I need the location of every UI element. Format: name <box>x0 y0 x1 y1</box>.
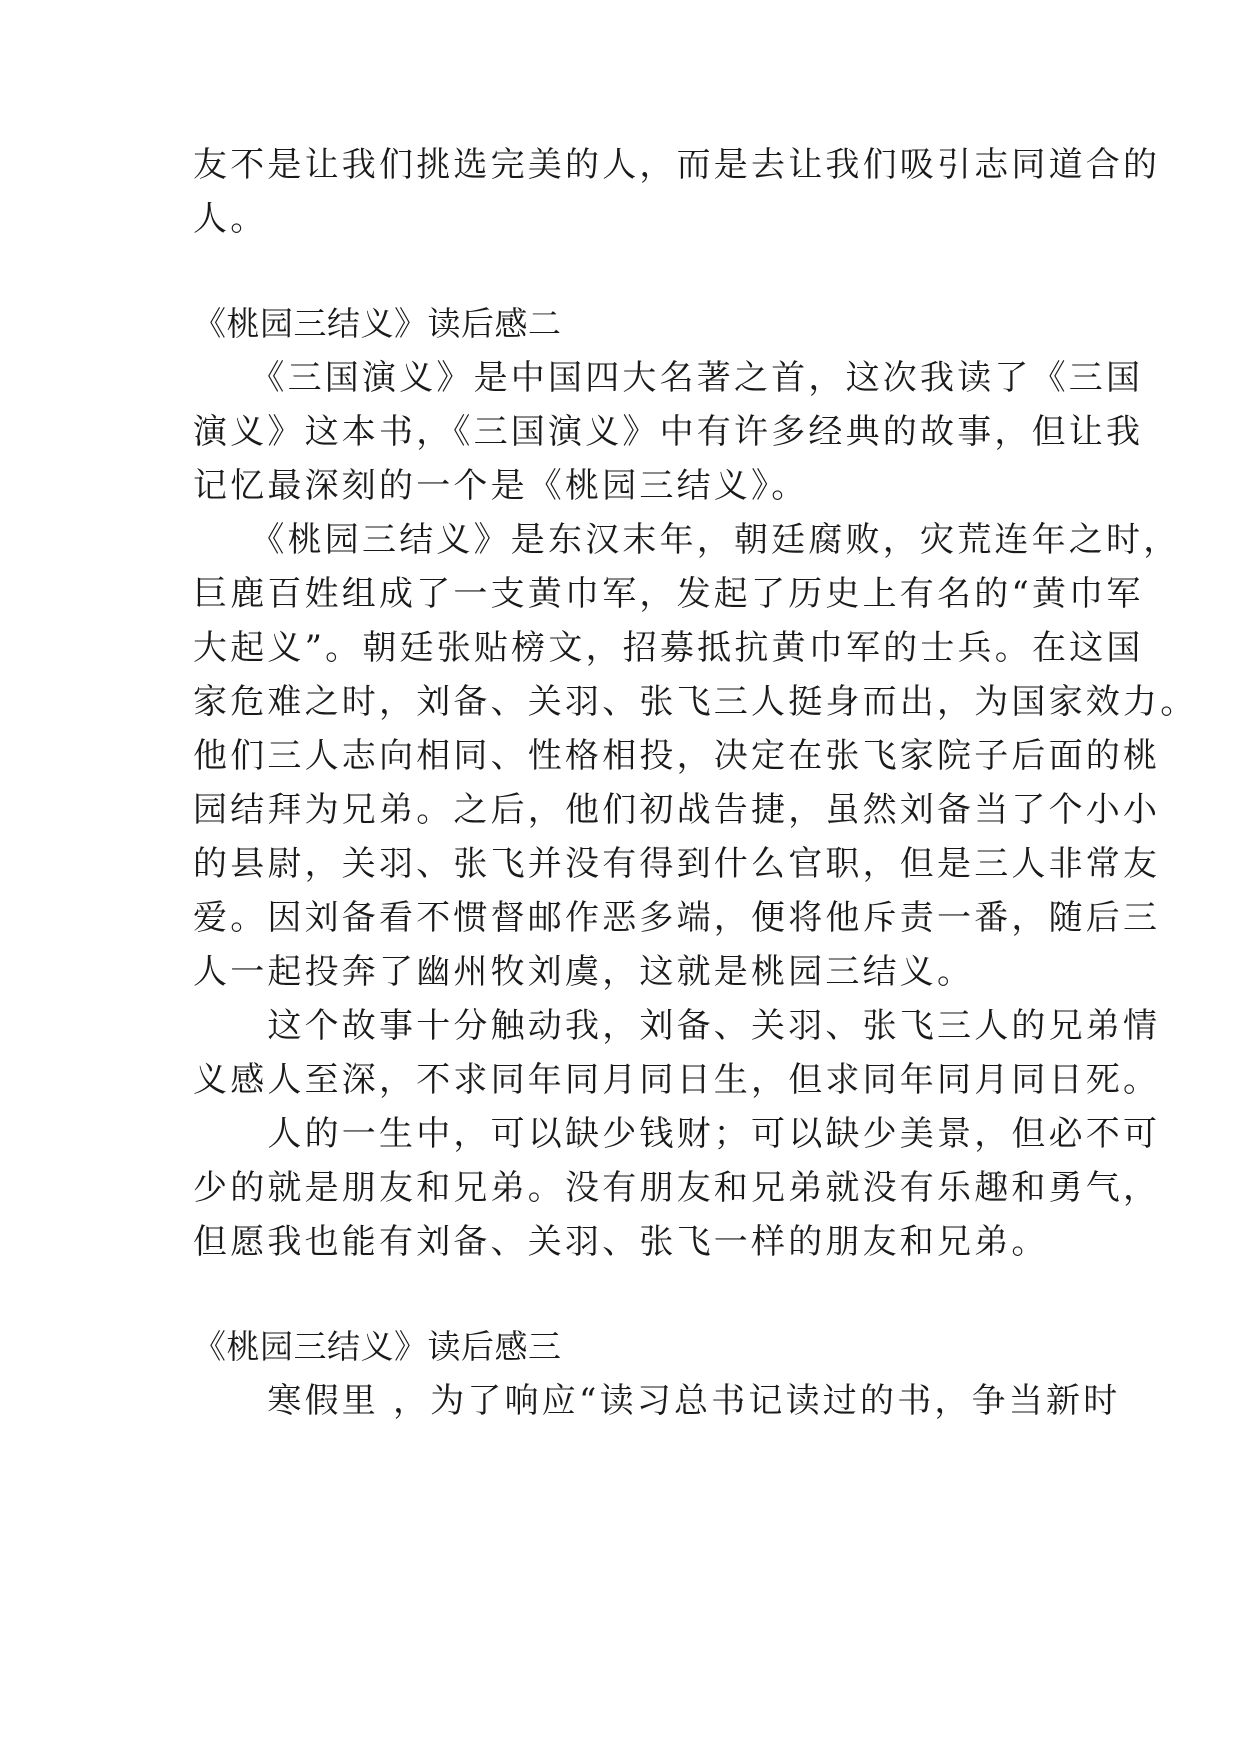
section2-line-6: 大起义”。朝廷张贴榜文，招募抵抗黄巾军的士兵。在这国 <box>193 628 1144 668</box>
section2-line-7: 家危难之时，刘备、关羽、张飞三人挺身而出，为国家效力。 <box>193 682 1198 722</box>
section2-line-14: 义感人至深，不求同年同月同日生，但求同年同月同日死。 <box>193 1060 1161 1100</box>
section3-line-1: 寒假里 ，为了响应“读习总书记读过的书，争当新时 <box>193 1381 1121 1421</box>
section2-line-4: 《桃园三结义》是东汉末年，朝廷腐败，灾荒连年之时， <box>193 520 1181 560</box>
section2-line-10: 的县尉，关羽、张飞并没有得到什么官职，但是三人非常友 <box>193 844 1161 884</box>
section2-line-5: 巨鹿百姓组成了一支黄巾军，发起了历史上有名的“黄巾军 <box>193 574 1144 614</box>
intro-line-2: 人。 <box>193 199 268 239</box>
section2-line-11: 爱。因刘备看不惯督邮作恶多端，便将他斥责一番，随后三 <box>193 898 1161 938</box>
section2-line-9: 园结拜为兄弟。之后，他们初战告捷，虽然刘备当了个小小 <box>193 790 1161 830</box>
intro-line-1: 友不是让我们挑选完美的人，而是去让我们吸引志同道合的 <box>193 145 1161 185</box>
section2-line-3: 记忆最深刻的一个是《桃园三结义》。 <box>193 466 809 506</box>
section2-line-13: 这个故事十分触动我，刘备、关羽、张飞三人的兄弟情 <box>193 1006 1161 1046</box>
section3-title: 《桃园三结义》读后感三 <box>193 1327 562 1366</box>
section2-line-15: 人的一生中，可以缺少钱财；可以缺少美景，但必不可 <box>193 1114 1161 1154</box>
section2-title: 《桃园三结义》读后感二 <box>193 304 562 343</box>
section2-line-16: 少的就是朋友和兄弟。没有朋友和兄弟就没有乐趣和勇气， <box>193 1168 1161 1208</box>
section2-line-1: 《三国演义》是中国四大名著之首，这次我读了《三国 <box>193 358 1144 398</box>
section2-line-8: 他们三人志向相同、性格相投，决定在张飞家院子后面的桃 <box>193 736 1161 776</box>
section2-line-17: 但愿我也能有刘备、关羽、张飞一样的朋友和兄弟。 <box>193 1222 1049 1262</box>
section2-line-2: 演义》这本书，《三国演义》中有许多经典的故事，但让我 <box>193 412 1144 452</box>
section2-line-12: 人一起投奔了幽州牧刘虞，这就是桃园三结义。 <box>193 952 975 992</box>
